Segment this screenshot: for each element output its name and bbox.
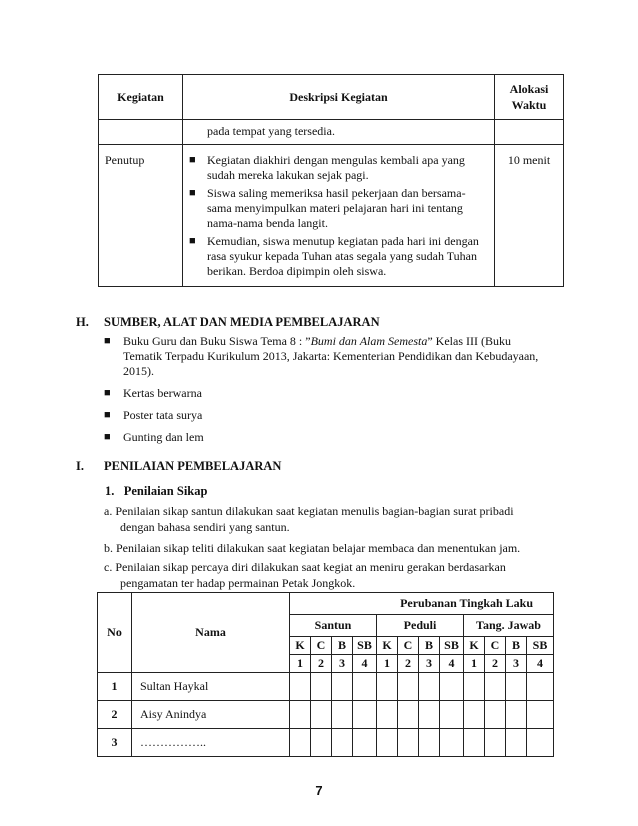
section-i-title: PENILAIAN PEMBELAJARAN bbox=[104, 459, 282, 473]
score-cell bbox=[377, 729, 398, 757]
behavior-table bbox=[97, 592, 554, 757]
score-cell bbox=[290, 673, 311, 701]
score-cell bbox=[398, 729, 419, 757]
list-item-book bbox=[104, 334, 544, 379]
category-santun: Santun bbox=[290, 615, 377, 637]
row-no: 2 bbox=[98, 701, 132, 729]
score-1: 1 bbox=[290, 655, 311, 673]
score-cell bbox=[485, 701, 506, 729]
code-k: K bbox=[290, 637, 311, 655]
table-row bbox=[99, 145, 564, 287]
score-2: 2 bbox=[485, 655, 506, 673]
score-3: 3 bbox=[419, 655, 440, 673]
book-prefix: Buku Guru dan Buku Siswa Tema 8 : ” bbox=[123, 334, 311, 348]
score-cell bbox=[419, 673, 440, 701]
empty-cell bbox=[99, 120, 183, 145]
sub-heading bbox=[105, 484, 207, 499]
code-c: C bbox=[311, 637, 332, 655]
score-cell bbox=[311, 673, 332, 701]
score-cell bbox=[332, 729, 353, 757]
book-suffix: ” Kelas III (Buku Tematik Terpadu Kurikulum 2013, Jakarta: Kementerian Pendidikan dan Kebudayaan, 2015). bbox=[123, 334, 539, 378]
section-h-letter: H. bbox=[76, 315, 89, 329]
page-number: 7 bbox=[315, 783, 323, 798]
score-4: 4 bbox=[527, 655, 554, 673]
list-item: ■ Kemudian, siswa menutup kegiatan pada hari ini dengan rasa syukur kepada Tuhan atas segala yang sudah Tuhan berikan. Berdoa dipimpin oleh siswa. bbox=[189, 234, 488, 279]
list-item: ■ Poster tata surya bbox=[104, 408, 544, 423]
score-cell bbox=[353, 701, 377, 729]
closing-label: Penutup bbox=[99, 145, 183, 287]
source-list bbox=[104, 334, 544, 452]
activity-table bbox=[98, 74, 564, 287]
score-cell bbox=[377, 701, 398, 729]
sub-title: Penilaian Sikap bbox=[123, 484, 208, 498]
score-cell bbox=[419, 729, 440, 757]
score-cell bbox=[527, 729, 554, 757]
row-no: 1 bbox=[98, 673, 132, 701]
score-3: 3 bbox=[506, 655, 527, 673]
score-cell bbox=[311, 701, 332, 729]
code-c: C bbox=[485, 637, 506, 655]
score-cell bbox=[527, 673, 554, 701]
code-sb: SB bbox=[440, 637, 464, 655]
table-row bbox=[98, 701, 554, 729]
header-group: Perubanan Tingkah Laku bbox=[290, 593, 554, 615]
assessment-point-a: a. Penilaian sikap santun dilakukan saat kegiatan menulis bagian-bagian surat pribadi dengan bahasa sendiri yang santun. bbox=[104, 504, 514, 534]
list-item: ■ Kegiatan diakhiri dengan mengulas kembali apa yang sudah mereka lakukan sejak pagi. bbox=[189, 153, 488, 183]
score-2: 2 bbox=[398, 655, 419, 673]
score-4: 4 bbox=[440, 655, 464, 673]
score-cell bbox=[419, 701, 440, 729]
score-2: 2 bbox=[311, 655, 332, 673]
score-1: 1 bbox=[464, 655, 485, 673]
code-sb: SB bbox=[527, 637, 554, 655]
closing-time: 10 menit bbox=[495, 145, 564, 287]
empty-cell bbox=[495, 120, 564, 145]
score-4: 4 bbox=[353, 655, 377, 673]
header-no: No bbox=[98, 593, 132, 673]
assessment-point-b: b. Penilaian sikap teliti dilakukan saat kegiatan belajar membaca dan menentukan jam. bbox=[104, 541, 521, 555]
score-cell bbox=[440, 673, 464, 701]
continuation-text: pada tempat yang tersedia. bbox=[183, 120, 495, 145]
row-no: 3 bbox=[98, 729, 132, 757]
section-i-letter: I. bbox=[76, 459, 84, 473]
score-cell bbox=[464, 673, 485, 701]
score-cell bbox=[398, 673, 419, 701]
score-cell bbox=[377, 673, 398, 701]
code-c: C bbox=[398, 637, 419, 655]
score-cell bbox=[440, 729, 464, 757]
score-cell bbox=[506, 729, 527, 757]
header-nama: Nama bbox=[132, 593, 290, 673]
category-tang-jawab: Tang. Jawab bbox=[464, 615, 554, 637]
list-item: ■ Gunting dan lem bbox=[104, 430, 544, 445]
row-name: …………….. bbox=[132, 729, 290, 757]
score-cell bbox=[464, 729, 485, 757]
score-cell bbox=[485, 673, 506, 701]
score-cell bbox=[506, 701, 527, 729]
closing-description bbox=[183, 145, 495, 287]
score-cell bbox=[440, 701, 464, 729]
table-row bbox=[98, 673, 554, 701]
list-item: ■ Kertas berwarna bbox=[104, 386, 544, 401]
code-b: B bbox=[332, 637, 353, 655]
header-alokasi: Alokasi Waktu bbox=[495, 75, 564, 120]
score-cell bbox=[464, 701, 485, 729]
score-cell bbox=[332, 701, 353, 729]
score-cell bbox=[485, 729, 506, 757]
score-cell bbox=[290, 701, 311, 729]
score-cell bbox=[311, 729, 332, 757]
table-row bbox=[99, 120, 564, 145]
score-cell bbox=[290, 729, 311, 757]
assessment-point-c: c. Penilaian sikap percaya diri dilakukan saat kegiat an meniru gerakan berdasarkan pengamatan ter hadap permainan Petak Jongkok. bbox=[104, 560, 506, 590]
activity-table-header bbox=[99, 75, 564, 120]
row-name: Aisy Anindya bbox=[132, 701, 290, 729]
list-item: ■ Siswa saling memeriksa hasil pekerjaan dan bersama-sama menyimpulkan materi pelajaran hari ini tentang nama-nama benda langit. bbox=[189, 186, 488, 231]
code-b: B bbox=[419, 637, 440, 655]
sub-number: 1. bbox=[105, 484, 115, 498]
score-cell bbox=[398, 701, 419, 729]
section-h-title: SUMBER, ALAT DAN MEDIA PEMBELAJARAN bbox=[104, 315, 380, 329]
code-k: K bbox=[464, 637, 485, 655]
code-k: K bbox=[377, 637, 398, 655]
header-deskripsi: Deskripsi Kegiatan bbox=[183, 75, 495, 120]
table-row bbox=[98, 729, 554, 757]
header-kegiatan: Kegiatan bbox=[99, 75, 183, 120]
score-cell bbox=[506, 673, 527, 701]
score-cell bbox=[332, 673, 353, 701]
code-b: B bbox=[506, 637, 527, 655]
score-cell bbox=[353, 729, 377, 757]
score-cell bbox=[353, 673, 377, 701]
code-sb: SB bbox=[353, 637, 377, 655]
category-peduli: Peduli bbox=[377, 615, 464, 637]
score-cell bbox=[527, 701, 554, 729]
row-name: Sultan Haykal bbox=[132, 673, 290, 701]
score-1: 1 bbox=[377, 655, 398, 673]
score-3: 3 bbox=[332, 655, 353, 673]
book-title: Bumi dan Alam Semesta bbox=[310, 334, 428, 348]
